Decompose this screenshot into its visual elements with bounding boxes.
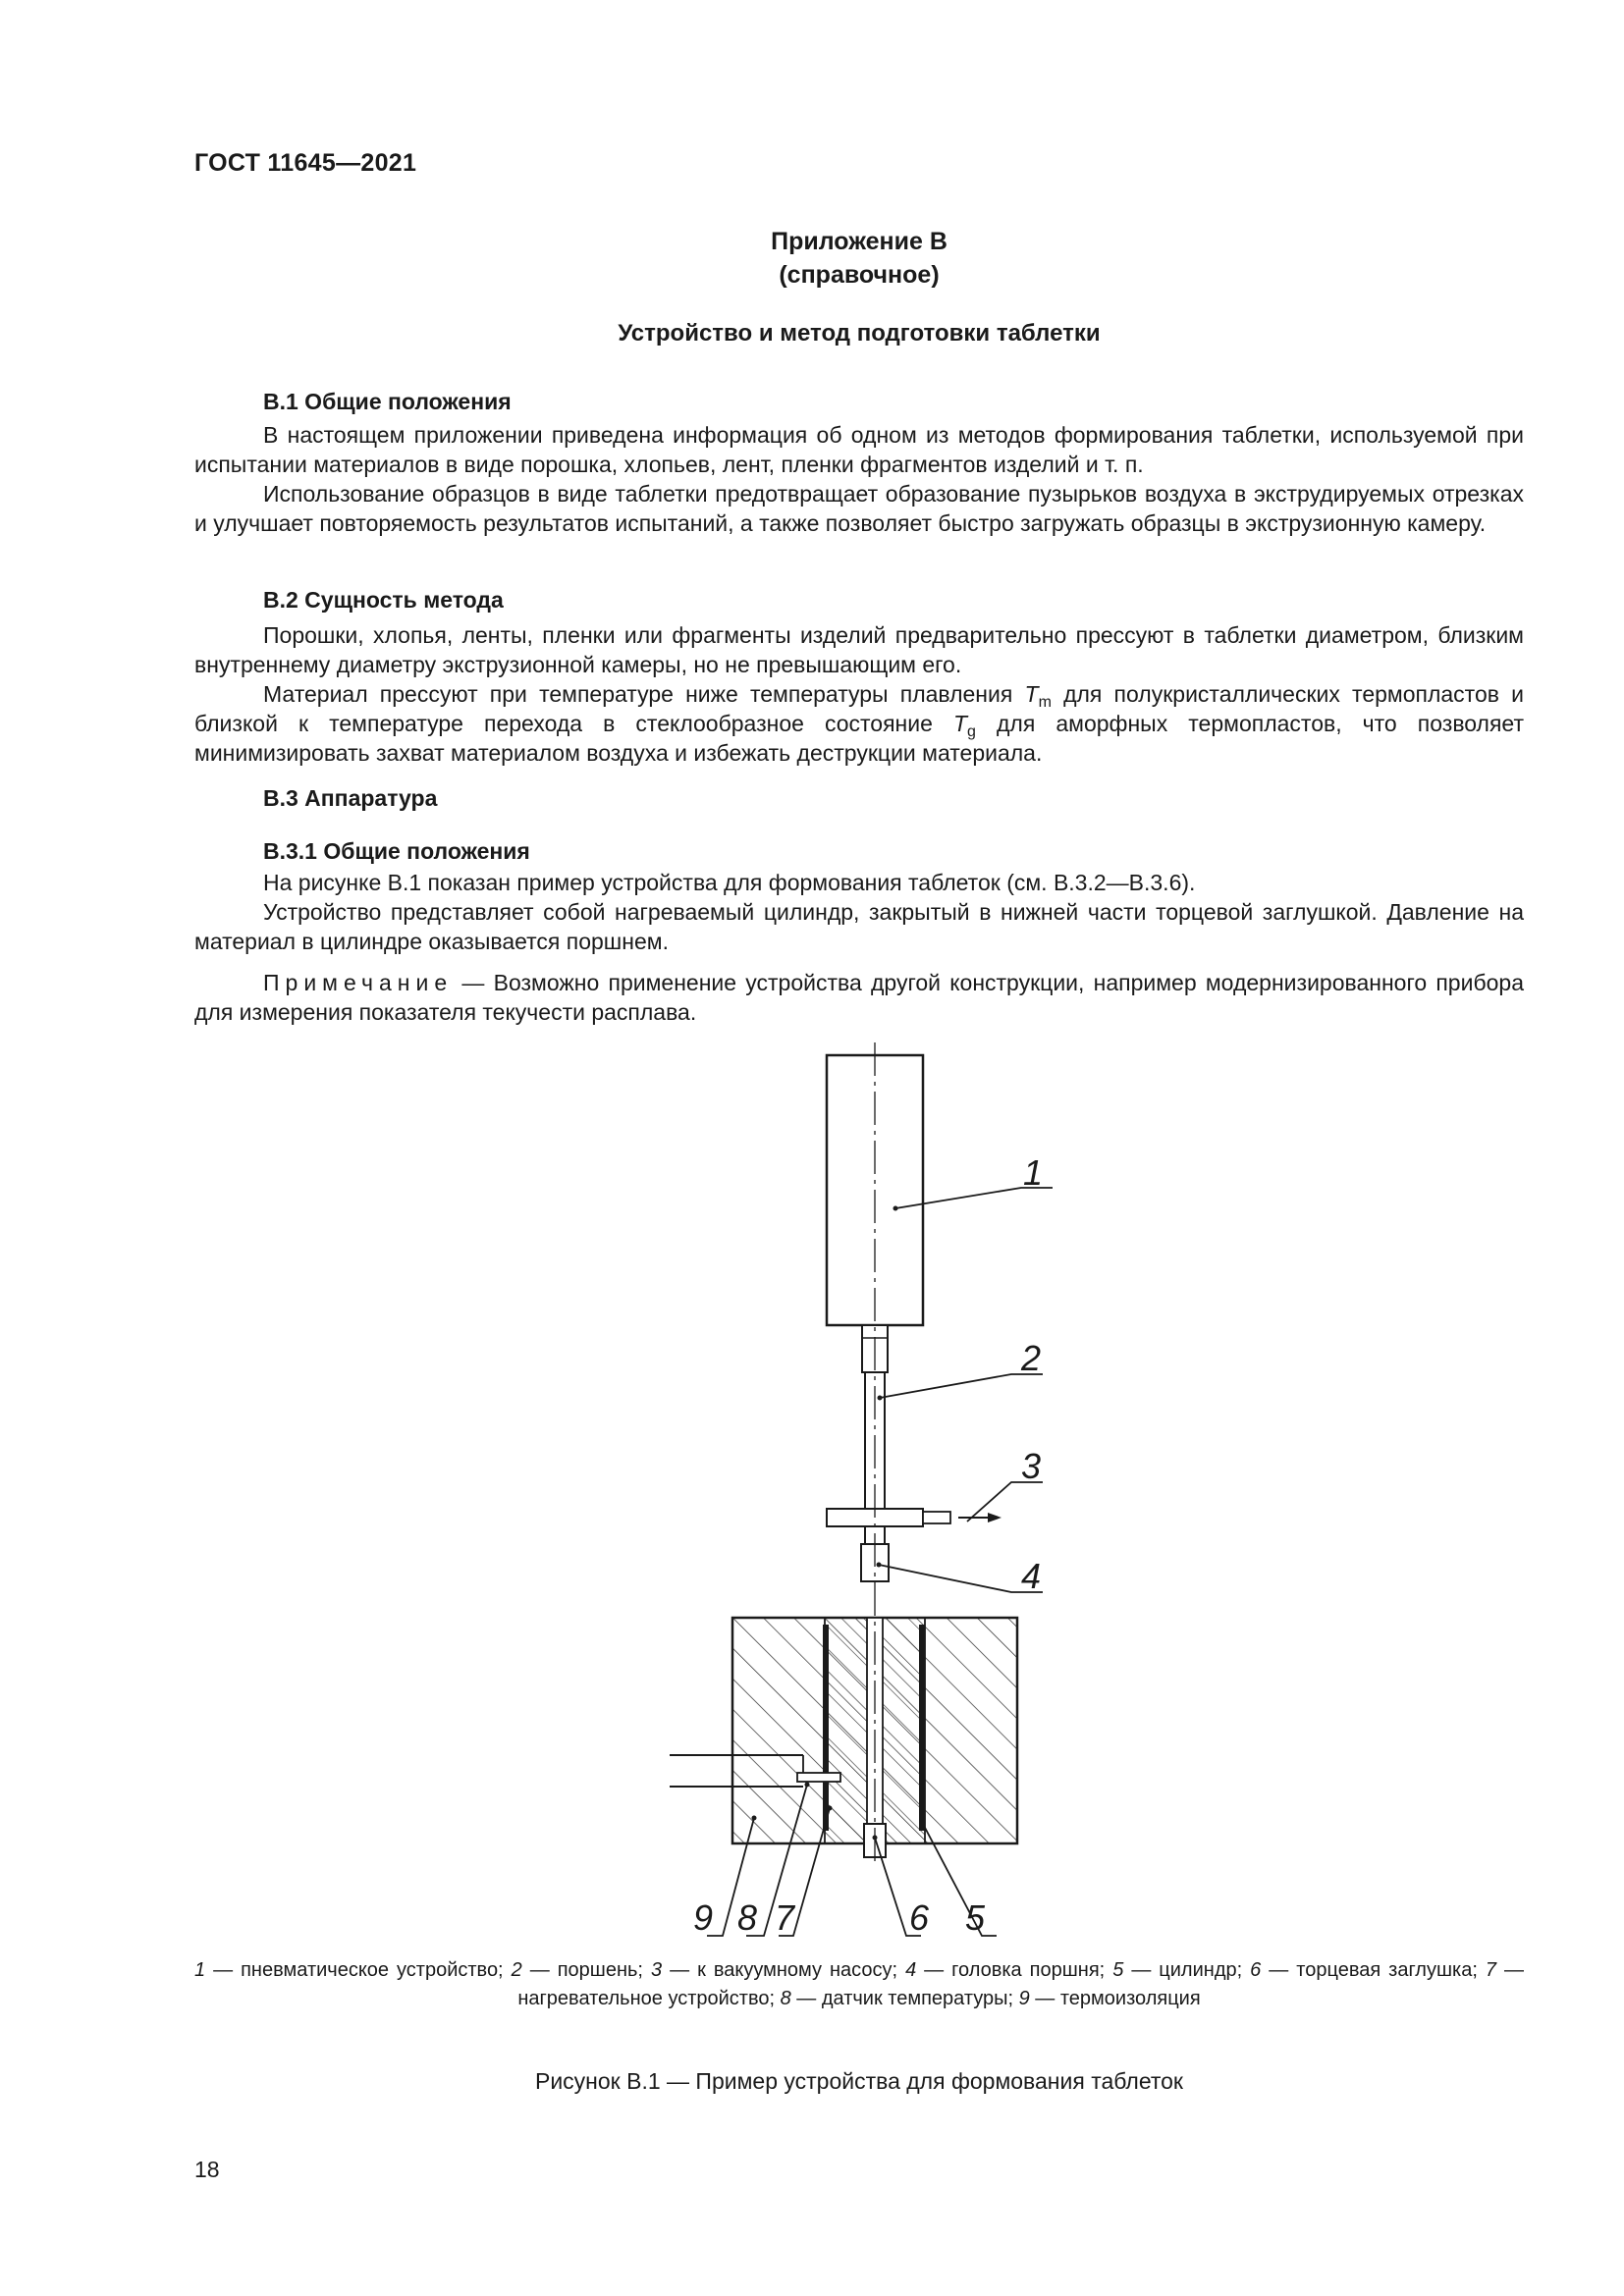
legend-text: — термоизоляция xyxy=(1029,1988,1201,2009)
legend-key: 7 xyxy=(1485,1959,1497,1981)
legend-key: 3 xyxy=(650,1959,663,1981)
legend-key: 5 xyxy=(1112,1959,1124,1981)
callout-7: 7 xyxy=(775,1897,795,1938)
legend-text: — цилиндр; xyxy=(1123,1959,1251,1981)
callout-9: 9 xyxy=(693,1897,714,1938)
paragraph: Порошки, хлопья, ленты, пленки или фрагменты изделий предварительно прессуют в таблетки диаметром, близким внутреннему диаметру экструзионной камеры, но не превышающим его. xyxy=(194,622,1524,677)
text-run: для аморфных термопластов, что позволяет минимизировать захват материалом воздуха и избежать деструкции материала. xyxy=(194,711,1524,766)
appendix-title: Приложение В xyxy=(771,228,947,255)
legend-key: 6 xyxy=(1250,1959,1262,1981)
paragraph: В настоящем приложении приведена информация об одном из методов формирования таблетки, используемой при испытании материалов в виде порошка, хлопьев, лент, пленки фрагментов изделий и т. п. xyxy=(194,422,1524,477)
legend-key: 4 xyxy=(905,1959,917,1981)
legend-text: — датчик температуры; xyxy=(790,1988,1019,2009)
legend-key: 8 xyxy=(780,1988,791,2009)
callout-2: 2 xyxy=(1021,1338,1042,1378)
legend-text: — нагревательное устройство; xyxy=(517,1959,1525,2009)
symbol-tg-subscript: g xyxy=(967,723,976,740)
figure-legend xyxy=(194,1956,1524,2013)
callout-5: 5 xyxy=(965,1897,986,1938)
text-run: Материал прессуют при температуре ниже температуры плавления xyxy=(263,681,1025,707)
paragraph: На рисунке В.1 показан пример устройства для формования таблеток (см. В.3.2—В.3.6). xyxy=(263,870,1196,895)
legend-text: — торцевая заглушка; xyxy=(1261,1959,1486,1981)
legend-text: — пневматическое устройство; xyxy=(205,1959,512,1981)
section-b31-title: В.3.1 Общие положения xyxy=(263,838,530,864)
legend-text: — к вакуумному насосу; xyxy=(662,1959,906,1981)
note-label: Примечание xyxy=(263,970,454,995)
section-b1-title: В.1 Общие положения xyxy=(263,389,512,414)
symbol-tm-subscript: m xyxy=(1038,694,1052,711)
legend-key: 1 xyxy=(194,1959,206,1981)
section-b3-title: В.3 Аппаратура xyxy=(263,785,438,811)
legend-key: 2 xyxy=(511,1959,522,1981)
figure-caption: Рисунок В.1 — Пример устройства для формования таблеток xyxy=(534,2068,1183,2094)
paragraph: Устройство представляет собой нагреваемый цилиндр, закрытый в нижней части торцевой заглушкой. Давление на материал в цилиндре оказывается поршнем. xyxy=(194,899,1524,954)
callout-3: 3 xyxy=(1021,1446,1042,1486)
symbol-tm: T xyxy=(1024,681,1039,707)
paragraph: Использование образцов в виде таблетки предотвращает образование пузырьков воздуха в экструдируемых отрезках и улучшает повторяемость результатов испытаний, а также позволяет быстро загружать образцы в экструзионную камеру. xyxy=(194,481,1524,536)
cylinder-assembly xyxy=(670,1618,1017,1857)
callout-1: 1 xyxy=(1023,1152,1044,1193)
callout-6: 6 xyxy=(909,1897,930,1938)
legend-key: 9 xyxy=(1018,1988,1030,2009)
callout-4: 4 xyxy=(1021,1556,1042,1596)
page-number: 18 xyxy=(194,2157,220,2182)
document-id: ГОСТ 11645—2021 xyxy=(194,149,417,177)
vacuum-flange xyxy=(827,1509,1001,1526)
legend-text: — поршень; xyxy=(521,1959,651,1981)
legend-text: — головка поршня; xyxy=(916,1959,1113,1981)
symbol-tg: T xyxy=(952,711,968,736)
note-text: — Возможно применение устройства другой конструкции, например модернизированного прибора для измерения показателя текучести расплава. xyxy=(194,970,1524,1025)
appendix-heading: Устройство и метод подготовки таблетки xyxy=(618,320,1101,347)
text-run: для полукристаллических термопластов и близкой к температуре перехода в стеклообразное состояние xyxy=(194,681,1524,736)
appendix-status: (справочное) xyxy=(779,261,940,289)
section-b2-title: В.2 Сущность метода xyxy=(263,587,504,613)
callout-8: 8 xyxy=(737,1897,758,1938)
